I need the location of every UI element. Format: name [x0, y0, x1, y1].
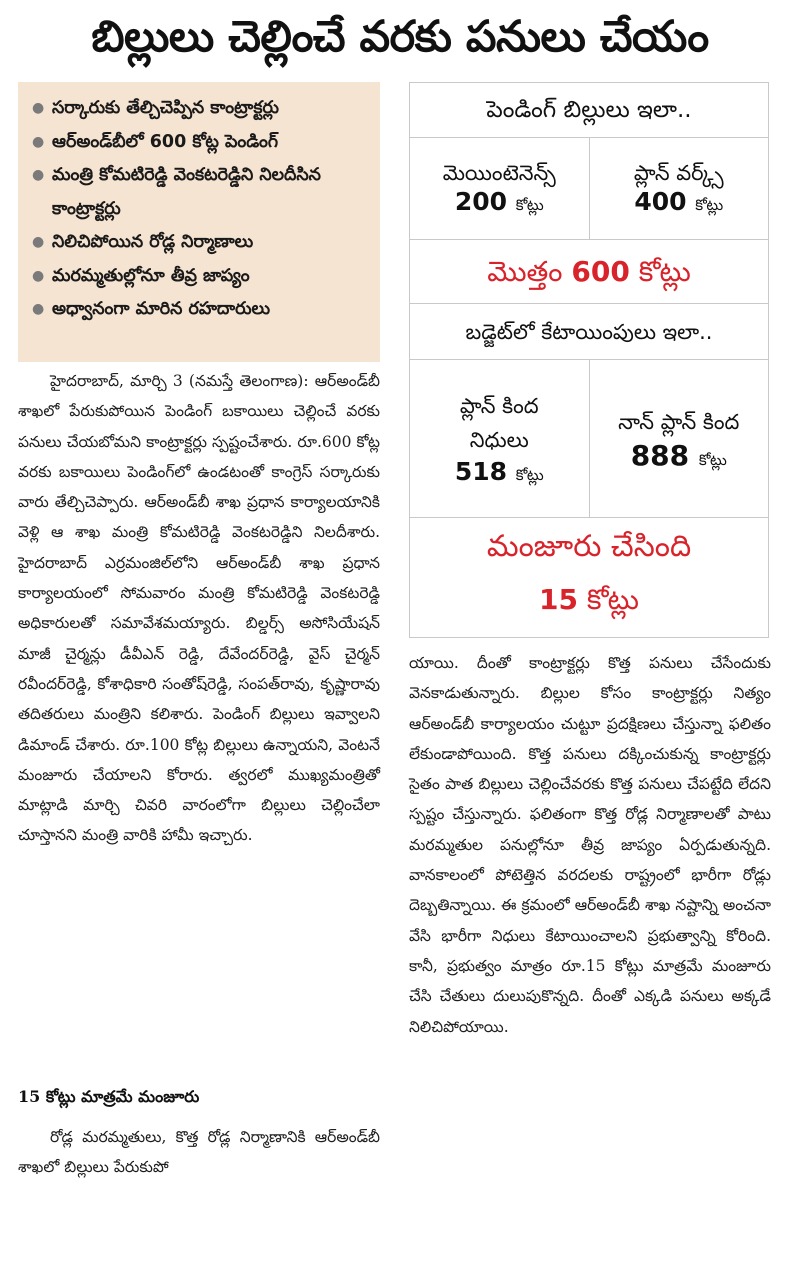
headline: బిల్లులు చెల్లించే వరకు పనులు చేయం [91, 12, 709, 62]
bullet-icon: ● [32, 301, 45, 317]
total-prefix: మొత్తం [487, 255, 563, 288]
pending-bills-infobox [409, 82, 769, 638]
unit-label: కోట్లు [695, 196, 724, 214]
bullet-icon: ● [32, 234, 45, 250]
highlight-item [32, 92, 370, 126]
bullet-icon: ● [32, 167, 45, 183]
budget-split-row [410, 359, 768, 517]
highlight-text: సర్కారుకు తేల్చిచెప్పిన కాంట్రాక్టర్లు [52, 98, 279, 118]
article-column-2 [409, 648, 771, 1042]
pending-split-row [410, 137, 768, 239]
sanctioned-block [410, 517, 768, 637]
nonplan-cell [589, 360, 769, 517]
highlight-text: ఆర్‌అండ్‌బీలో 600 కోట్ల పెండింగ్ [52, 131, 279, 152]
maintenance-cell [410, 138, 589, 239]
sanctioned-label: మంజూరు చేసింది [486, 529, 692, 564]
sanctioned-amount [410, 576, 768, 624]
total-value: 600 [571, 255, 630, 288]
infobox-heading: పెండింగ్ బిల్లులు ఇలా.. [486, 97, 692, 123]
pending-total [410, 239, 768, 303]
article-column-1 [18, 366, 380, 851]
maintenance-value-line [455, 187, 544, 218]
article-subheading: 15 కోట్లు మాత్రమే మంజూరు [18, 1087, 200, 1106]
article-column-1-continued [18, 1122, 380, 1183]
bullet-icon: ● [32, 133, 45, 150]
plan-funds-label: ప్లాన్ కింద నిధులు [459, 394, 539, 452]
highlight-text: మంత్రి కోమటిరెడ్డి వెంకటరెడ్డిని నిలదీసిన కాంట్రాక్టర్లు [52, 165, 321, 219]
nonplan-value-line [631, 439, 727, 473]
plan-works-value-line [634, 187, 723, 218]
maintenance-value: 200 [454, 187, 508, 216]
plan-funds-value: 518 [454, 457, 508, 486]
plan-works-value: 400 [634, 187, 687, 216]
bullet-icon: ● [32, 267, 45, 284]
highlight-item [32, 293, 370, 327]
article-paragraph: హైదరాబాద్, మార్చి 3 (నమస్తే తెలంగాణ): ఆర్‌అండ్‌బీ శాఖలో పేరుకుపోయిన పెండింగ్ బకాయిలు చెల్లించే వరకు పనులు చేయబోమని కాంట్రాక్టర్లు స్పష్టంచేశారు. రూ.600 కోట్ల వరకు బకాయిలు పెండింగ్‌లో ఉండటంతో కాంగ్రెస్ సర్కారుకు వారు తేల్చిచెప్పారు. ఆర్‌అండ్‌బీ శాఖ ప్రధాన కార్యాలయానికి వెళ్లి ఆ శాఖ మంత్రి కోమటిరెడ్డి వెంకటరెడ్డిని నిలదీశారు. హైదరాబాద్ ఎర్రమంజిల్‌లోని ఆర్‌అండ్‌బీ శాఖ ప్రధాన కార్యాలయంలో సోమవారం మంత్రి కోమటిరెడ్డి వెంకటరెడ్డి అధికారులతో సమావేశమయ్యారు. బిల్డర్స్ అసోసియేషన్ మాజీ చైర్మన్లు డీవీఎన్ రెడ్డి, దేవేందర్‌రెడ్డి, వైస్ చైర్మన్ రవీందర్‌రెడ్డి, కోశాధికారి సంతోష్‌రెడ్డి, సంపత్‌రావు, కృష్ణారావు తదితరులు మంత్రిని కలిశారు. పెండింగ్ బిల్లులు ఇవ్వాలని డిమాండ్ చేశారు. రూ.100 కోట్ల బిల్లులు ఉన్నాయని, వెంటనే మంజూరు చేయాలని కోరారు. త్వరలో ముఖ్యమంత్రితో మాట్లాడి మార్చి చివరి వారంలోగా బిల్లులు చెల్లించేలా చూస్తానని మంత్రి వారికి హామీ ఇచ్చారు. [18, 372, 380, 845]
plan-funds-value-line [455, 457, 544, 488]
sanctioned-value: 15 [539, 583, 578, 616]
nonplan-label: నాన్ ప్లాన్ కింద [618, 409, 740, 434]
plan-works-cell [589, 138, 769, 239]
bullet-icon: ● [32, 100, 45, 116]
highlight-text: అధ్వానంగా మారిన రహదారులు [52, 299, 271, 319]
highlight-item [32, 159, 370, 226]
article-paragraph: రోడ్ల మరమ్మతులు, కొత్త రోడ్ల నిర్మాణానికి ఆర్‌అండ్‌బీ శాఖలో బిల్లులు పేరుకుపో [18, 1128, 380, 1177]
unit-label: కోట్లు [515, 466, 544, 484]
plan-funds-cell [410, 360, 589, 517]
highlight-text: నిలిచిపోయిన రోడ్ల నిర్మాణాలు [52, 232, 254, 252]
highlights-box [18, 82, 380, 362]
highlight-item [32, 226, 370, 260]
maintenance-label: మెయింటెనెన్స్ [442, 161, 556, 185]
highlight-text: మరమ్మతుల్లోనూ తీవ్ర జాప్యం [52, 265, 250, 286]
highlight-item [32, 260, 370, 294]
plan-works-label: ప్లాన్ వర్క్స్ [633, 161, 724, 185]
article-paragraph: యాయి. దీంతో కాంట్రాక్టర్లు కొత్త పనులు చేసేందుకు వెనకాడుతున్నారు. బిల్లుల కోసం కాంట్రాక్టర్లు నిత్యం ఆర్‌అండ్‌బీ కార్యాలయం చుట్టూ ప్రదక్షిణలు చేస్తున్నా ఫలితం లేకుండాపోయింది. కొత్త పనులు దక్కించుకున్న కాంట్రాక్టర్లు సైతం పాత బిల్లులు చెల్లించేవరకు కొత్త పనులు చేపట్టేది లేదని స్పష్టం చేస్తున్నారు. ఫలితంగా కొత్త రోడ్ల నిర్మాణాలతో పాటు మరమ్మతుల పనుల్లోనూ తీవ్ర జాప్యం ఏర్పడుతున్నది. వానకాలంలో పోటెత్తిన వరదలకు రాష్ట్రంలో భారీగా రోడ్లు దెబ్బతిన్నాయి. ఈ క్రమంలో ఆర్‌అండ్‌బీ శాఖ నష్టాన్ని అంచనా వేసి భారీగా నిధులు కేటాయించాలని ప్రభుత్వాన్ని కోరింది. కానీ, ప్రభుత్వం మాత్రం రూ.15 కోట్లు మాత్రమే మంజూరు చేసి చేతులు దులుపుకొన్నది. దీంతో ఎక్కడి పనులు అక్కడే నిలిచిపోయాయి. [409, 654, 771, 1036]
total-unit: కోట్లు [638, 255, 691, 288]
nonplan-value: 888 [630, 438, 690, 472]
sanctioned-unit: కోట్లు [586, 583, 639, 616]
highlight-item [32, 126, 370, 160]
unit-label: కోట్లు [515, 196, 544, 214]
unit-label: కోట్లు [698, 450, 727, 469]
budget-heading: బడ్జెట్‌లో కేటాయింపులు ఇలా.. [410, 303, 768, 359]
